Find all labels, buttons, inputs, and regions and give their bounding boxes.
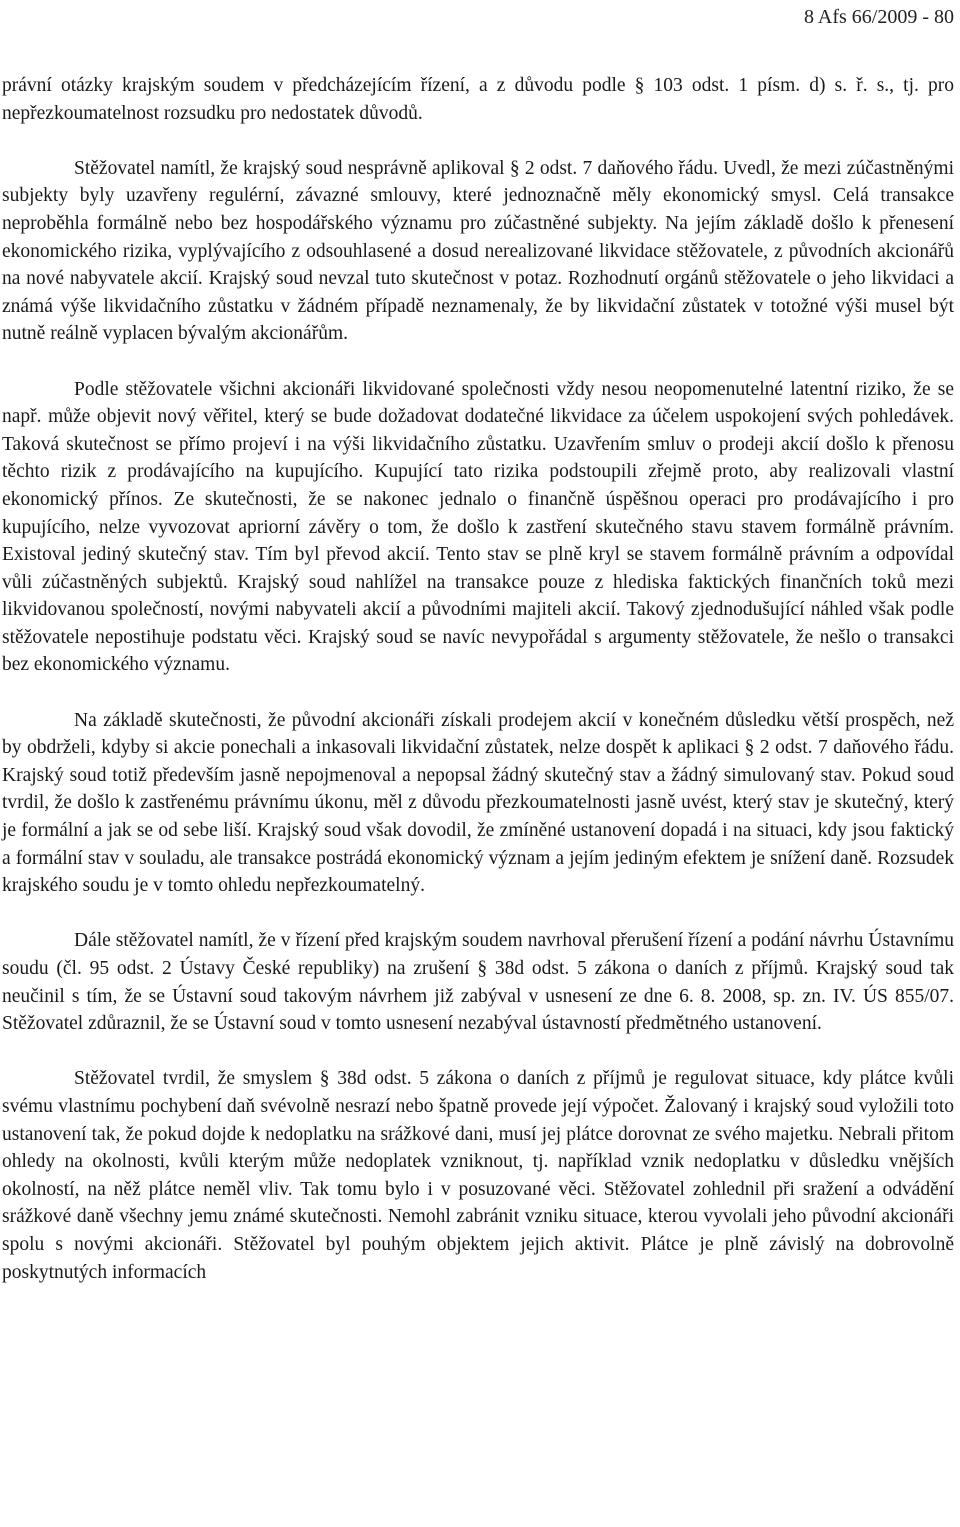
paragraph-continuation: právní otázky krajským soudem v předcházejícím řízení, a z důvodu podle § 103 odst. 1 písm. d) s. ř. s., tj. pro nepřezkoumatelnost rozsudku pro nedostatek důvodů. [2,75,954,124]
paragraph-tax-code-objection: Stěžovatel namítl, že krajský soud nesprávně aplikoval § 2 odst. 7 daňového řádu. Uvedl, že mezi zúčastněnými subjekty byly uzavřeny regulérní, závazné smlouvy, které jednoznačně měly ekonomický smysl. Celá transakce neproběhla formálně nebo bez hospodářského významu pro zúčastněné subjekty. Na jejím základě došlo k přenesení ekonomického rizika, vyplývajícího z odsouhlasené a dosud nerealizované likvidace stěžovatele, z původních akcionářů na nové nabyvatele akcií. Krajský soud nevzal tuto skutečnost v potaz. Rozhodnutí orgánů stěžovatele o jeho likvidaci a známá výše likvidačního zůstatku v žádném případě neznamenaly, že by likvidační zůstatek v totožné výši musel být nutně reálně vyplacen bývalým akcionářům. [2,157,954,345]
paragraph-greater-benefit: Na základě skutečnosti, že původní akcionáři získali prodejem akcií v konečném důsledku větší prospěch, než by obdrželi, kdyby si akcie ponechali a inkasovali likvidační zůstatek, nelze dospět k aplikaci § 2 odst. 7 daňového řádu. Krajský soud totiž především jasně nepojmenoval a nepopsal žádný skutečný stav a žádný simulovaný stav. Pokud soud tvrdil, že došlo k zastřenému právnímu úkonu, měl z důvodu přezkoumatelnosti jasně uvést, který stav je skutečný, který je formální a jak se od sebe liší. Krajský soud však dovodil, že zmíněné ustanovení dopadá i na situaci, kdy jsou faktický a formální stav v souladu, ale transakce postrádá ekonomický význam a jejím jediným efektem je snížení daně. Rozsudek krajského soudu je v tomto ohledu nepřezkoumatelný. [2,709,954,897]
document-body [2,72,954,1286]
case-number-header: 8 Afs 66/2009 - 80 [804,6,954,28]
paragraph-latent-risk: Podle stěžovatele všichni akcionáři likvidované společnosti vždy nesou neopomenutelné latentní riziko, že se např. může objevit nový věřitel, který se bude dožadovat dodatečné likvidace za účelem uspokojení svých pohledávek. Taková skutečnost se přímo projeví i na výši likvidačního zůstatku. Uzavřením smluv o prodeji akcií došlo k přenosu těchto rizik z prodávajícího na kupujícího. Kupující tato rizika podstoupili zřejmě proto, aby realizovali vlastní ekonomický přínos. Ze skutečnosti, že se nakonec jednalo o finančně úspěšnou operaci pro prodávajícího i pro kupujícího, nelze vyvozovat apriorní závěry o tom, že došlo k zastření skutečného stavu stavem formálně právním. Existoval jediný skutečný stav. Tím byl převod akcií. Tento stav se plně kryl se stavem formálně právním a odpovídal vůli zúčastněných subjektů. Krajský soud nahlížel na transakce pouze z hlediska faktických finančních toků mezi likvidovanou společností, novými nabyvateli akcií a původními majiteli akcií. Takový zjednodušující náhled však podle stěžovatele nepostihuje podstatu věci. Krajský soud se navíc nevypořádal s argumenty stěžovatele, že nešlo o transakci bez ekonomického významu. [2,378,954,676]
paragraph-constitutional-court: Dále stěžovatel namítl, že v řízení před krajským soudem navrhoval přerušení řízení a podání návrhu Ústavnímu soudu (čl. 95 odst. 2 Ústavy České republiky) na zrušení § 38d odst. 5 zákona o daních z příjmů. Krajský soud tak neučinil s tím, že se Ústavní soud takovým návrhem již zabýval v usnesení ze dne 6. 8. 2008, sp. zn. IV. ÚS 855/07. Stěžovatel zdůraznil, že se Ústavní soud v tomto usnesení nezabýval ústavností předmětného ustanovení. [2,930,954,1035]
paragraph-withholding-tax: Stěžovatel tvrdil, že smyslem § 38d odst. 5 zákona o daních z příjmů je regulovat situace, kdy plátce kvůli svému vlastnímu pochybení daň svévolně nesrazí nebo špatně provede její výpočet. Žalovaný i krajský soud vyložili toto ustanovení tak, že pokud dojde k nedoplatku na srážkové dani, musí jej plátce dorovnat ze svého majetku. Nebrali přitom ohledy na okolnosti, kvůli kterým může nedoplatek vzniknout, tj. například vznik nedoplatku v důsledku vnějších okolností, na něž plátce neměl vliv. Tak tomu bylo i v posuzované věci. Stěžovatel zohlednil při sražení a odvádění srážkové daně všechny jemu známé skutečnosti. Nemohl zabránit vzniku situace, kterou vyvolali jeho původní akcionáři spolu s novými akcionáři. Stěžovatel byl pouhým objektem jejich aktivit. Plátce je plně závislý na dobrovolně poskytnutých informacích [2,1068,954,1283]
